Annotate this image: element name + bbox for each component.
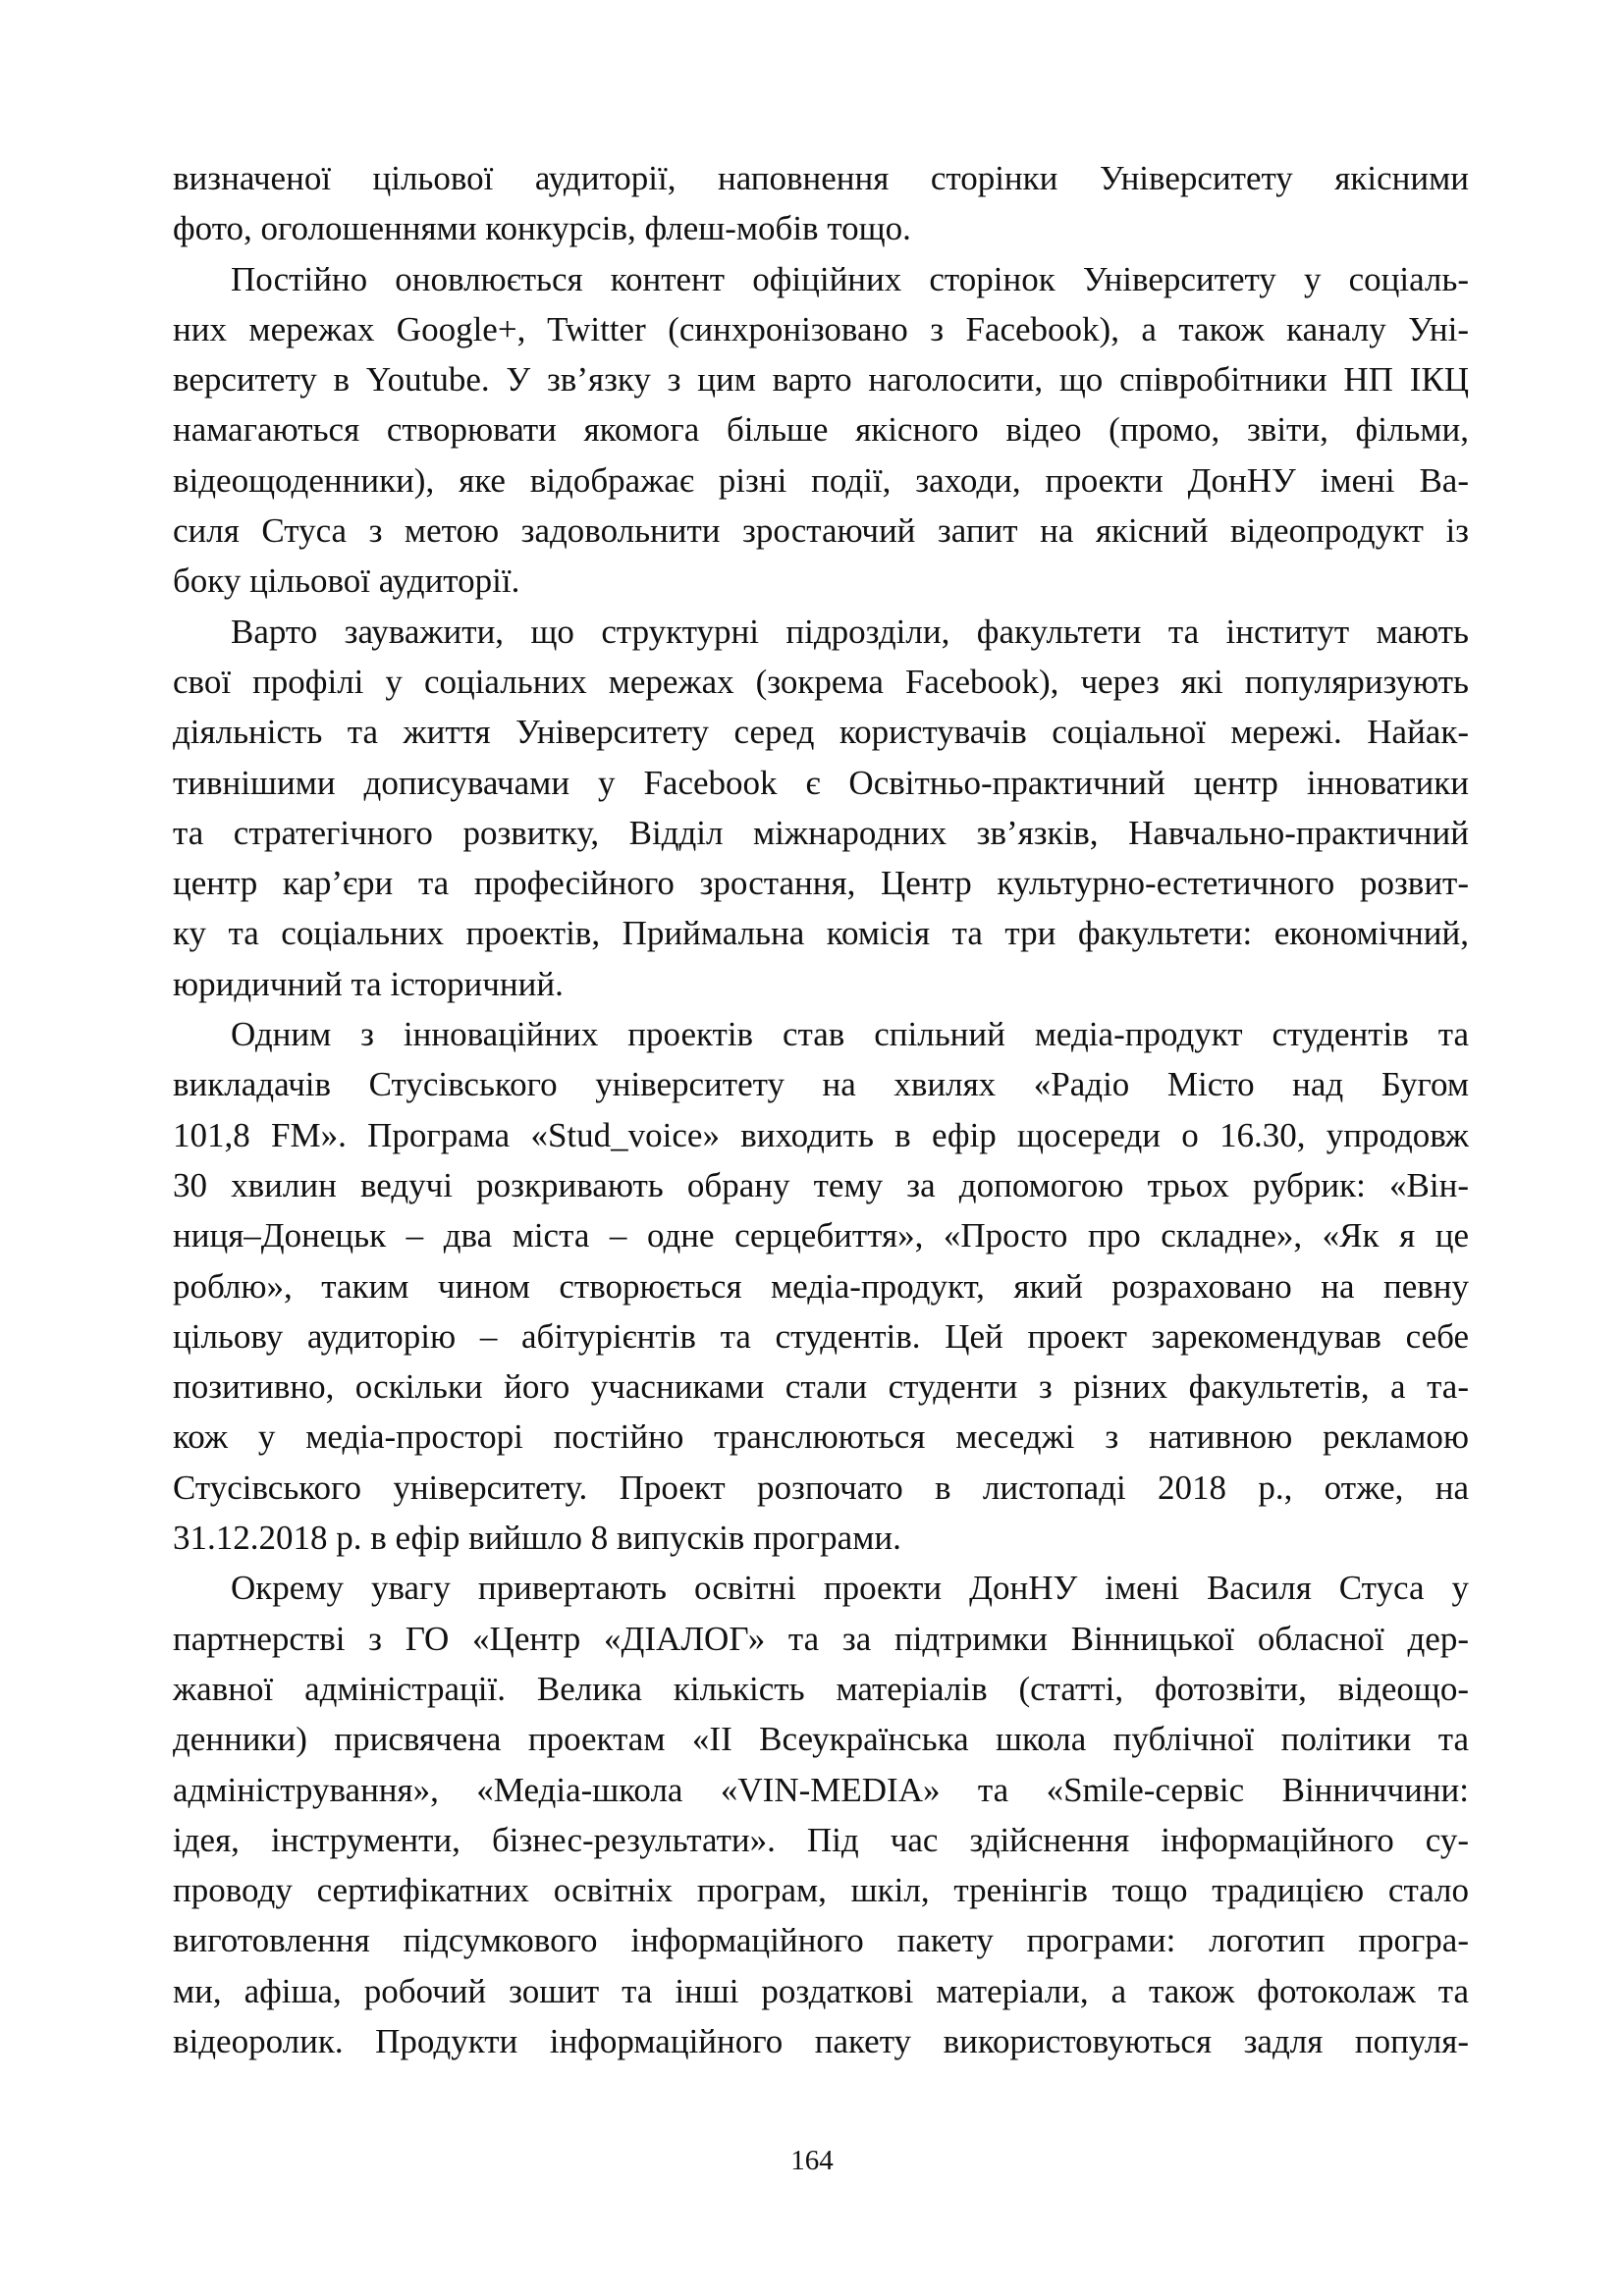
text-line: боку цільової аудиторії. [173, 561, 520, 601]
text-line: Одним з інноваційних проектів став спільний медіа-продукт студентів та [231, 1015, 1469, 1054]
text-line: проводу сертифікатних освітніх програм, шкіл, тренінгів тощо традицією стало [173, 1871, 1469, 1910]
text-line: тивнішими дописувачами у Facebook є Освітньо-практичний центр інноватики [173, 763, 1469, 802]
text-line: них мережах Google+, Twitter (синхронізовано з Facebook), а також каналу Уні- [173, 309, 1469, 348]
text-line: партнерстві з ГО «Центр «ДІАЛОГ» та за підтримки Вінницької обласної дер- [173, 1619, 1469, 1658]
text-line: ку та соціальних проектів, Приймальна комісія та три факультети: економічний, [173, 914, 1469, 953]
text-line: жавної адміністрації. Велика кількість матеріалів (статті, фотозвіти, відеощо- [173, 1669, 1469, 1708]
text-line: відеоролик. Продукти інформаційного пакету використовуються задля популя- [173, 2021, 1469, 2060]
text-line: виготовлення підсумкового інформаційного пакету програми: логотип програ- [173, 1921, 1469, 1960]
text-line: денники) присвячена проектам «ІІ Всеукраїнська школа публічної політики та [173, 1720, 1469, 1759]
text-line: позитивно, оскільки його учасниками стали студенти з різних факультетів, а та- [173, 1367, 1469, 1407]
text-line: намагаються створювати якомога більше якісного відео (промо, звіти, фільми, [173, 410, 1469, 450]
text-line: адміністрування», «Медіа-школа «VIN-MEDIA» та «Smile-сервіс Вінниччини: [173, 1770, 1469, 1809]
text-line: Постійно оновлюється контент офіційних сторінок Університету у соціаль- [231, 259, 1469, 298]
text-line: ниця–Донецьк – два міста – одне серцебиття», «Просто про складне», «Як я це [173, 1216, 1469, 1255]
text-line: силя Стуса з метою задовольнити зростаючий запит на якісний відеопродукт із [173, 511, 1469, 551]
body-text [173, 153, 1469, 2066]
text-line: кож у медіа-просторі постійно транслюються меседжі з нативною рекламою [173, 1417, 1469, 1457]
text-line: 101,8 FM». Програма «Stud_voice» виходить в ефір щосереди о 16.30, упродовж [173, 1115, 1469, 1154]
text-line: діяльність та життя Університету серед користувачів соціальної мережі. Найак- [173, 713, 1469, 752]
text-line: Окрему увагу привертають освітні проекти ДонНУ імені Василя Стуса у [231, 1569, 1469, 1608]
text-line: свої профілі у соціальних мережах (зокрема Facebook), через які популяризують [173, 662, 1469, 701]
text-line: ми, афіша, робочий зошит та інші роздаткові матеріали, а також фотоколаж та [173, 1971, 1469, 2010]
text-line: юридичний та історичний. [173, 964, 564, 1003]
text-line: фото, оголошеннями конкурсів, флеш-мобів тощо. [173, 209, 911, 248]
text-line: 30 хвилин ведучі розкривають обрану тему за допомогою трьох рубрик: «Він- [173, 1165, 1469, 1204]
text-line: цільову аудиторію – абітурієнтів та студентів. Цей проект зарекомендував себе [173, 1316, 1469, 1356]
text-line: 31.12.2018 р. в ефір вийшло 8 випусків програми. [173, 1519, 901, 1558]
text-line: роблю», таким чином створюється медіа-продукт, який розраховано на певну [173, 1266, 1469, 1306]
text-line: центр кар’єри та професійного зростання, Центр культурно-естетичного розвит- [173, 864, 1469, 903]
text-line: визначеної цільової аудиторії, наповнення сторінки Університету якісними [173, 159, 1469, 197]
text-line: Стусівського університету. Проект розпочато в листопаді 2018 р., отже, на [173, 1468, 1469, 1507]
text-line: відеощоденники), яке відображає різні події, заходи, проекти ДонНУ імені Ва- [173, 460, 1469, 500]
text-line: Варто зауважити, що структурні підрозділи, факультети та інститут мають [231, 612, 1469, 651]
text-line: та стратегічного розвитку, Відділ міжнародних зв’язків, Навчально-практичний [173, 813, 1469, 852]
text-line: ідея, інструменти, бізнес-результати». Під час здійснення інформаційного су- [173, 1820, 1469, 1859]
page-number: 164 [790, 2145, 834, 2176]
text-line: викладачів Стусівського університету на хвилях «Радіо Місто над Бугом [173, 1065, 1469, 1104]
text-line: верситету в Youtube. У зв’язку з цим варто наголосити, що співробітники НП ІКЦ [173, 360, 1469, 400]
